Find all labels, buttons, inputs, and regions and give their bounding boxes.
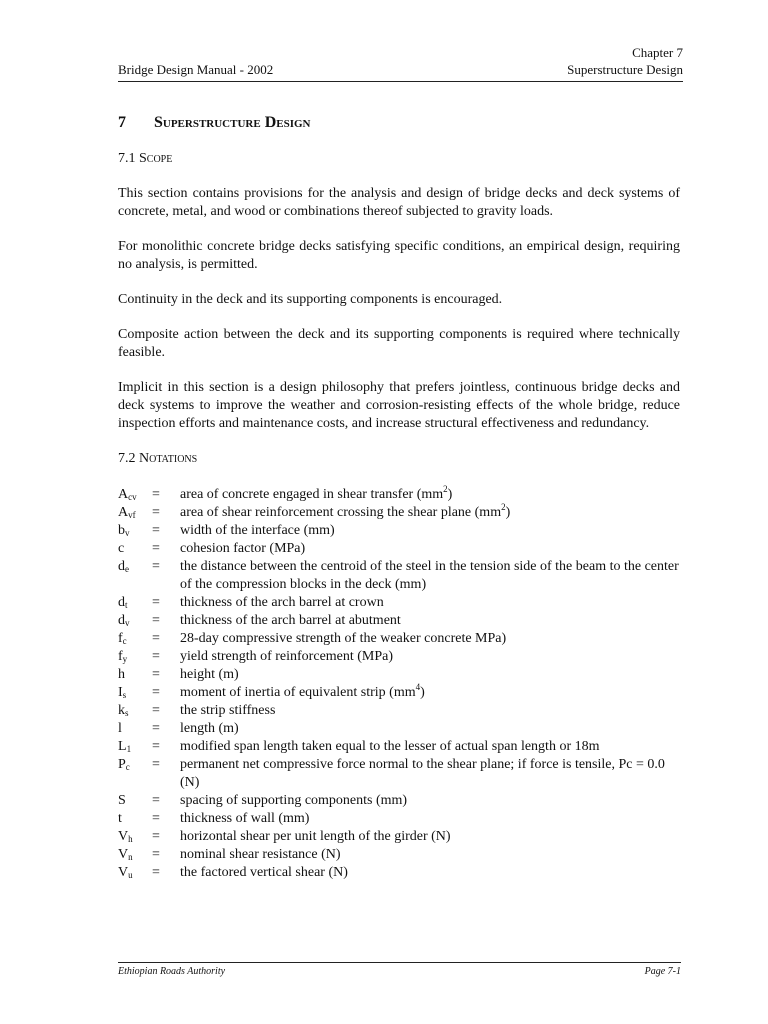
notation-row	[118, 828, 680, 846]
notation-definition-tail: )	[505, 505, 511, 520]
notation-symbol-base: I	[118, 685, 123, 700]
notation-row	[118, 486, 680, 504]
notation-unit-exponent: 4	[415, 682, 421, 692]
chapter-heading	[118, 114, 680, 132]
notation-definition-text: yield strength of reinforcement (MPa)	[180, 649, 394, 664]
header-chapter: Chapter 7	[632, 45, 683, 60]
notation-equals: =	[152, 865, 160, 880]
notation-symbol	[118, 594, 152, 612]
notation-definition-text: area of shear reinforcement crossing the shear plane (mm	[180, 505, 502, 520]
footer-page-number: Page 7-1	[644, 966, 681, 977]
notation-symbol-subscript: c	[122, 636, 127, 646]
notation-symbol	[118, 540, 152, 558]
notation-symbol	[118, 720, 152, 738]
notation-symbol-subscript: 1	[126, 744, 132, 754]
notation-row	[118, 720, 680, 738]
notation-list	[118, 486, 680, 882]
notation-equals: =	[152, 811, 160, 826]
notation-equals: =	[152, 631, 160, 646]
notation-equals: =	[152, 739, 160, 754]
notation-row	[118, 666, 680, 684]
chapter-title: Superstructure Design	[154, 114, 311, 131]
chapter-number: 7	[118, 114, 126, 131]
scope-paragraph: For monolithic concrete bridge decks satisfying specific conditions, an empirical design, requiring no analysis, is permitted.	[118, 239, 680, 272]
notation-equals: =	[152, 667, 160, 682]
notation-symbol-base: A	[118, 487, 129, 502]
notation-definition-text: thickness of the arch barrel at crown	[180, 595, 384, 610]
notation-equals: =	[152, 559, 160, 574]
scope-paragraph: Continuity in the deck and its supporting components is encouraged.	[118, 292, 503, 307]
notation-symbol-subscript: v	[125, 618, 130, 628]
notation-definition-text: horizontal shear per unit length of the girder (N)	[180, 829, 451, 844]
notation-definition	[180, 738, 680, 756]
notation-symbol-base: h	[118, 667, 125, 682]
notation-definition	[180, 630, 680, 648]
notation-definition	[180, 684, 680, 702]
notation-symbol-subscript: s	[122, 690, 127, 700]
notation-equals: =	[152, 721, 160, 736]
notation-symbol	[118, 522, 152, 540]
notation-row	[118, 738, 680, 756]
notation-symbol-subscript: v	[125, 528, 130, 538]
notation-equals: =	[152, 541, 160, 556]
notation-definition-text: nominal shear resistance (N)	[180, 847, 341, 862]
notation-row	[118, 792, 680, 810]
notation-definition	[180, 720, 680, 738]
notation-symbol-base: L	[118, 739, 127, 754]
notation-row	[118, 522, 680, 540]
notation-symbol	[118, 738, 152, 756]
notation-row	[118, 810, 680, 828]
notation-symbol-base: P	[118, 757, 126, 772]
notation-definition-text: length (m)	[180, 721, 239, 736]
notation-equals: =	[152, 523, 160, 538]
notation-row	[118, 846, 680, 864]
notation-symbol-subscript: cv	[128, 492, 137, 502]
notation-symbol	[118, 828, 152, 846]
notation-definition-tail: )	[447, 487, 453, 502]
page-content	[118, 114, 680, 882]
notation-symbol	[118, 756, 152, 792]
notation-symbol-subscript: h	[128, 834, 133, 844]
notation-row	[118, 648, 680, 666]
notation-symbol	[118, 558, 152, 594]
notation-symbol	[118, 630, 152, 648]
notation-symbol	[118, 486, 152, 504]
notation-symbol-base: t	[118, 811, 122, 826]
notation-definition-text: the factored vertical shear (N)	[180, 865, 348, 880]
notation-symbol-base: f	[118, 631, 123, 646]
notation-symbol-subscript: c	[125, 762, 130, 772]
notation-definition	[180, 612, 680, 630]
notation-symbol	[118, 846, 152, 864]
notation-symbol	[118, 810, 152, 828]
notation-definition	[180, 540, 680, 558]
notation-definition	[180, 594, 680, 612]
notation-symbol	[118, 792, 152, 810]
notation-symbol-base: V	[118, 829, 129, 844]
notation-definition	[180, 702, 680, 720]
notation-equals: =	[152, 703, 160, 718]
notation-equals: =	[152, 847, 160, 862]
notation-definition	[180, 504, 680, 522]
notation-symbol-base: d	[118, 595, 125, 610]
notations-heading: 7.2 Notations	[118, 451, 198, 466]
notation-definition-text: height (m)	[180, 667, 239, 682]
notation-definition-tail: )	[420, 685, 425, 700]
notation-symbol-base: l	[118, 721, 122, 736]
notation-symbol	[118, 684, 152, 702]
notation-equals: =	[152, 613, 160, 628]
notation-symbol-base: d	[118, 559, 125, 574]
notation-equals: =	[152, 649, 160, 664]
notation-definition	[180, 756, 680, 792]
notation-definition-text: moment of inertia of equivalent strip (mm	[180, 685, 416, 700]
notation-equals: =	[152, 793, 160, 808]
notation-row	[118, 594, 680, 612]
scope-paragraph: Implicit in this section is a design philosophy that prefers jointless, continuous bridge decks and deck systems to improve the weather and corrosion-resisting effects of the whole bridge, reduce inspection efforts and maintenance costs, and increase structural effectiveness and redundancy.	[118, 380, 680, 431]
notation-definition	[180, 522, 680, 540]
notation-definition-text: permanent net compressive force normal to the shear plane; if force is tensile, Pc = 0.0 (N)	[180, 757, 665, 790]
notation-equals: =	[152, 595, 160, 610]
notation-definition	[180, 486, 680, 504]
notation-symbol-base: A	[118, 505, 129, 520]
notation-definition-text: spacing of supporting components (mm)	[180, 793, 408, 808]
notation-definition	[180, 828, 680, 846]
notation-symbol	[118, 666, 152, 684]
scope-paragraph: Composite action between the deck and its supporting components is required where technically feasible.	[118, 327, 680, 360]
notation-symbol	[118, 864, 152, 882]
notation-equals: =	[152, 505, 160, 520]
notation-row	[118, 702, 680, 720]
notation-row	[118, 684, 680, 702]
notation-row	[118, 504, 680, 522]
page-header	[118, 44, 683, 82]
notation-definition-text: the strip stiffness	[180, 703, 276, 718]
notation-definition-text: width of the interface (mm)	[180, 523, 335, 538]
header-section: Superstructure Design	[567, 62, 683, 77]
notation-symbol-base: b	[118, 523, 125, 538]
header-chapter-info	[567, 44, 683, 78]
notation-definition-text: modified span length taken equal to the lesser of actual span length or 18m	[180, 739, 600, 754]
notation-symbol-subscript: vf	[128, 510, 136, 520]
notation-equals: =	[152, 487, 160, 502]
notation-definition-text: thickness of the arch barrel at abutment	[180, 613, 401, 628]
notation-symbol-subscript: e	[125, 564, 129, 574]
notation-row	[118, 864, 680, 882]
notation-definition-text: thickness of wall (mm)	[180, 811, 310, 826]
notation-row	[118, 756, 680, 792]
notation-definition-text: the distance between the centroid of the steel in the tension side of the beam to the center of the compression blocks in the deck (mm)	[180, 559, 679, 592]
scope-heading: 7.1 Scope	[118, 151, 173, 166]
notation-symbol	[118, 702, 152, 720]
notation-row	[118, 612, 680, 630]
notation-symbol-base: S	[118, 793, 126, 808]
notation-definition	[180, 792, 680, 810]
notation-symbol-base: V	[118, 865, 129, 880]
notation-symbol-base: f	[118, 649, 123, 664]
notation-unit-exponent: 2	[443, 484, 448, 494]
notation-unit-exponent: 2	[501, 502, 506, 512]
notation-definition	[180, 864, 680, 882]
notation-symbol-base: d	[118, 613, 125, 628]
header-manual-title: Bridge Design Manual - 2002	[118, 62, 274, 77]
notation-equals: =	[152, 757, 160, 772]
notation-symbol	[118, 648, 152, 666]
notation-symbol	[118, 612, 152, 630]
page-footer	[118, 962, 681, 977]
notation-definition	[180, 846, 680, 864]
notation-symbol-subscript: y	[122, 654, 128, 664]
notation-row	[118, 630, 680, 648]
notation-symbol-subscript: u	[128, 870, 133, 880]
notation-symbol-base: c	[118, 541, 125, 556]
notation-definition	[180, 648, 680, 666]
footer-organization: Ethiopian Roads Authority	[118, 966, 226, 977]
notation-symbol-base: k	[118, 703, 125, 718]
notation-symbol-base: V	[118, 847, 129, 862]
notation-symbol	[118, 504, 152, 522]
scope-paragraph: This section contains provisions for the analysis and design of bridge decks and deck systems of concrete, metal, and wood or combinations thereof subjected to gravity loads.	[118, 186, 680, 219]
notation-symbol-subscript: t	[125, 600, 128, 610]
notation-definition	[180, 810, 680, 828]
notation-definition-text: area of concrete engaged in shear transfer (mm	[180, 487, 444, 502]
notation-equals: =	[152, 829, 160, 844]
notation-symbol-subscript: s	[125, 708, 129, 718]
notation-definition	[180, 666, 680, 684]
notation-equals: =	[152, 685, 160, 700]
notation-symbol-subscript: n	[128, 852, 133, 862]
notation-definition-text: 28-day compressive strength of the weaker concrete MPa)	[180, 631, 507, 646]
notation-definition-text: cohesion factor (MPa)	[180, 541, 306, 556]
notation-row	[118, 558, 680, 594]
notation-row	[118, 540, 680, 558]
notation-definition	[180, 558, 680, 594]
